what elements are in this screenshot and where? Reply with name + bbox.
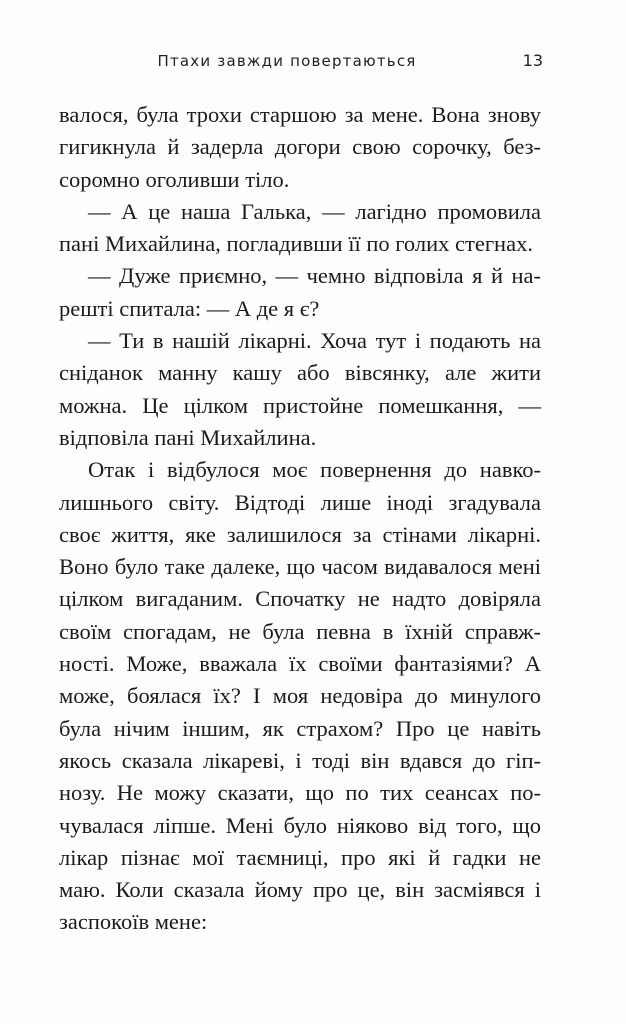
- text-line: може, боялася їх? І моя недовіра до минулого: [59, 683, 541, 709]
- paragraph: [59, 99, 541, 196]
- text-line: маю. Коли сказала йому про це, він засміявся і: [59, 877, 541, 903]
- paragraph: [59, 260, 541, 325]
- text-line: решті спитала: — А де я є?: [59, 295, 320, 321]
- text-line: цілком вигаданим. Спочатку не надто довіряла: [59, 586, 541, 612]
- text-line: пані Михайлина, погладивши її по голих стегнах.: [59, 231, 533, 257]
- text-line: — Ти в нашій лікарні. Хоча тут і подають на: [88, 328, 541, 354]
- text-line: гигикнула й задерла догори свою сорочку, без-: [59, 134, 541, 160]
- page-number: 13: [522, 51, 543, 70]
- running-title: Птахи завжди повертаються: [157, 52, 417, 70]
- text-line: Воно було таке далеке, що часом видавалося мені: [59, 554, 541, 580]
- text-line: відповіла пані Михайлина.: [59, 424, 317, 450]
- text-line: лишнього світу. Відтоді лише іноді згадувала: [59, 489, 541, 515]
- body-text: [59, 99, 541, 939]
- text-line: — А це наша Галька, — лагідно промовила: [88, 198, 541, 224]
- text-line: ності. Може, вважала їх своїми фантазіями? А: [59, 651, 541, 677]
- text-line: своє життя, яке залишилося за стінами лікарні.: [59, 521, 541, 547]
- text-line: лікар пізнає мої таємниці, про які й гадки не: [59, 844, 541, 870]
- text-line: заспокоїв мене:: [59, 909, 208, 935]
- text-line: соромно оголивши тіло.: [59, 166, 290, 192]
- text-line: Отак і відбулося моє повернення до навко-: [88, 457, 541, 483]
- text-line: якось сказала лікареві, і тоді він вдався до гіп-: [59, 747, 541, 773]
- text-line: своїм спогадам, не була певна в їхній справж-: [59, 618, 541, 644]
- paragraph: [59, 454, 541, 938]
- text-line: сніданок манну кашу або вівсянку, але жити: [59, 360, 541, 386]
- paragraph: [59, 325, 541, 454]
- text-line: чувалася ліпше. Мені було ніяково від того, що: [59, 812, 541, 838]
- running-header: [0, 51, 626, 71]
- text-line: — Дуже приємно, — чемно відповіла я й на-: [88, 263, 541, 289]
- text-line: нозу. Не можу сказати, що по тих сеансах по-: [59, 780, 541, 806]
- text-line: можна. Це цілком пристойне помешкання, —: [59, 392, 541, 418]
- paragraph: [59, 196, 541, 261]
- text-line: була нічим іншим, як страхом? Про це навіть: [59, 715, 541, 741]
- text-line: валося, була трохи старшою за мене. Вона знову: [59, 102, 541, 127]
